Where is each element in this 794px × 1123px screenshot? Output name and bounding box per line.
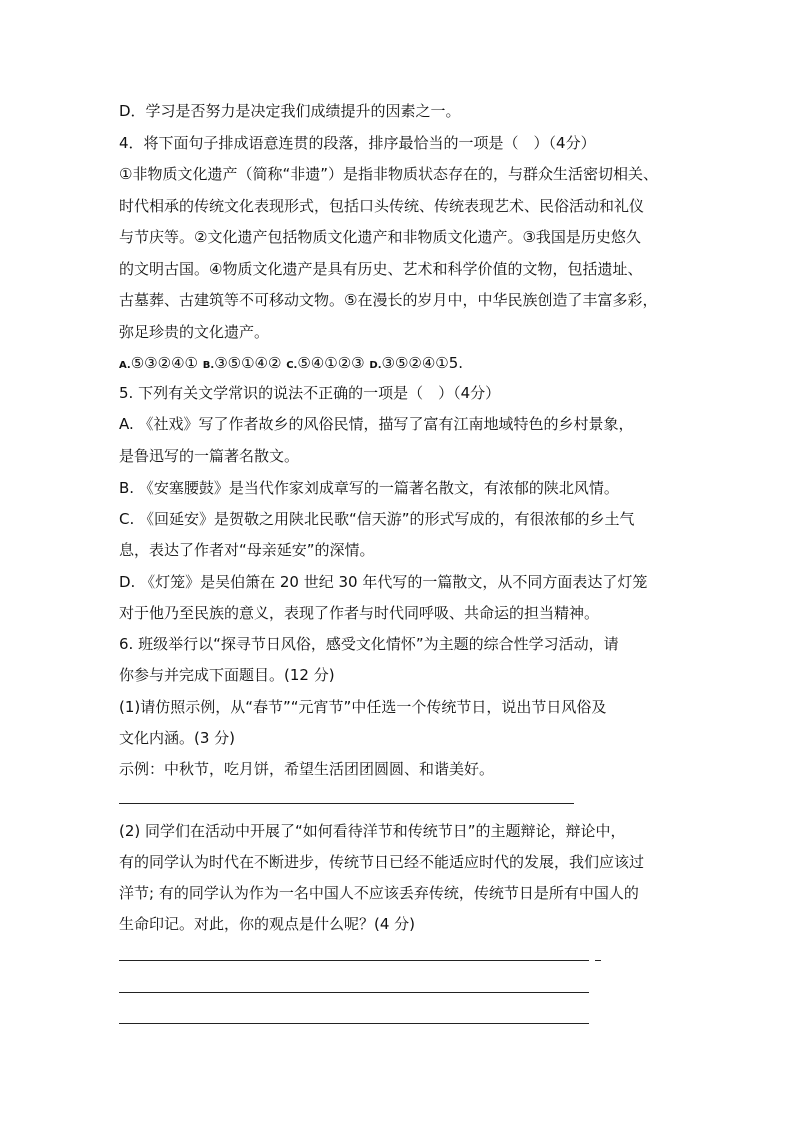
q4-passage-line-2: 时代相承的传统文化表现形式，包括口头传统、传统表现艺术、民俗活动和礼仪 — [119, 197, 645, 215]
q5-option-d-line-1: D. 《灯笼》是吴伯箫在 20 世纪 30 年代写的一篇散文，从不同方面表达了灯笼 — [119, 573, 648, 591]
option-b-letter: B. — [202, 360, 215, 371]
q5-option-b: B. 《安塞腰鼓》是当代作家刘成章写的一篇著名散文，有浓郁的陕北风情。 — [119, 479, 619, 497]
answer-line-4[interactable] — [119, 1023, 589, 1024]
q4-passage-line-1: ①非物质文化遗产（简称“非遗”）是指非物质状态存在的，与群众生活密切相关、 — [119, 165, 658, 183]
q4-passage-line-5: 古墓葬、古建筑等不可移动文物。⑤在漫长的岁月中，中华民族创造了丰富多彩， — [119, 291, 658, 309]
q6-part2-line-4: 生命印记。对此，你的观点是什么呢？(4 分) — [119, 915, 416, 933]
option-c-text: ⑤④①②③ — [297, 354, 365, 372]
q5-option-c-line-2: 息，表达了作者对“母亲延安”的深情。 — [119, 541, 375, 559]
q6-part1-line-2: 文化内涵。(3 分) — [119, 729, 236, 747]
question-6-stem-line-2: 你参与并完成下面题目。(12 分) — [119, 666, 335, 684]
q4-passage-line-4: 的文明古国。④物质文化遗产是具有历史、艺术和科学价值的文物，包括遗址、 — [119, 260, 643, 278]
answer-line-2-tail — [595, 960, 601, 961]
q5-option-c-line-1: C. 《回延安》是贺敬之用陕北民歌“信天游”的形式写成的，有很浓郁的乡土气 — [119, 510, 635, 528]
option-a-text: ⑤③②④① — [130, 354, 198, 372]
question-4-stem: 4．将下面句子排成语意连贯的段落，排序最恰当的一项是（ ）（4分） — [119, 134, 596, 152]
q6-part2-line-1: (2) 同学们在活动中开展了“如何看待洋节和传统节日”的主题辩论，辩论中， — [119, 822, 626, 840]
q5-option-a-line-2: 是鲁迅写的一篇著名散文。 — [119, 447, 300, 465]
q6-part2-line-3: 洋节; 有的同学认为作为一名中国人不应该丢弃传统，传统节日是所有中国人的 — [119, 884, 639, 902]
option-b-text: ③⑤①④② — [214, 354, 282, 372]
option-c-letter: C. — [286, 360, 298, 371]
q4-options — [119, 353, 463, 376]
q4-passage-line-3: 与节庆等。②文化遗产包括物质文化遗产和非物质文化遗产。③我国是历史悠久 — [119, 228, 641, 246]
option-d-letter: D. — [369, 360, 382, 371]
q6-example: 示例：中秋节，吃月饼，希望生活团团圆圆、和谐美好。 — [119, 760, 495, 778]
option-d-q3: D．学习是否努力是决定我们成绩提升的因素之一。 — [119, 102, 461, 120]
answer-line-1[interactable] — [119, 803, 574, 804]
question-6-stem-line-1: 6. 班级举行以“探寻节日风俗，感受文化情怀”为主题的综合性学习活动，请 — [119, 635, 619, 653]
question-5-stem: 5. 下列有关文学常识的说法不正确的一项是（ ）（4分） — [119, 384, 501, 402]
answer-line-3[interactable] — [119, 992, 589, 993]
q5-option-d-line-2: 对于他乃至民族的意义，表现了作者与时代同呼吸、共命运的担当精神。 — [119, 604, 600, 622]
option-a-letter: A. — [119, 360, 131, 371]
q6-part2-line-2: 有的同学认为时代在不断进步，传统节日已经不能适应时代的发展，我们应该过 — [119, 853, 645, 871]
q5-option-a-line-1: A. 《社戏》写了作者故乡的风俗民情，描写了富有江南地域特色的乡村景象， — [119, 415, 634, 433]
q6-part1-line-1: (1)请仿照示例，从“春节”“元宵节”中任选一个传统节日，说出节日风俗及 — [119, 698, 607, 716]
q4-passage-line-6: 弥足珍贵的文化遗产。 — [119, 323, 270, 341]
answer-line-2[interactable] — [119, 960, 589, 961]
option-d-text: ③⑤②④①5. — [381, 354, 464, 372]
